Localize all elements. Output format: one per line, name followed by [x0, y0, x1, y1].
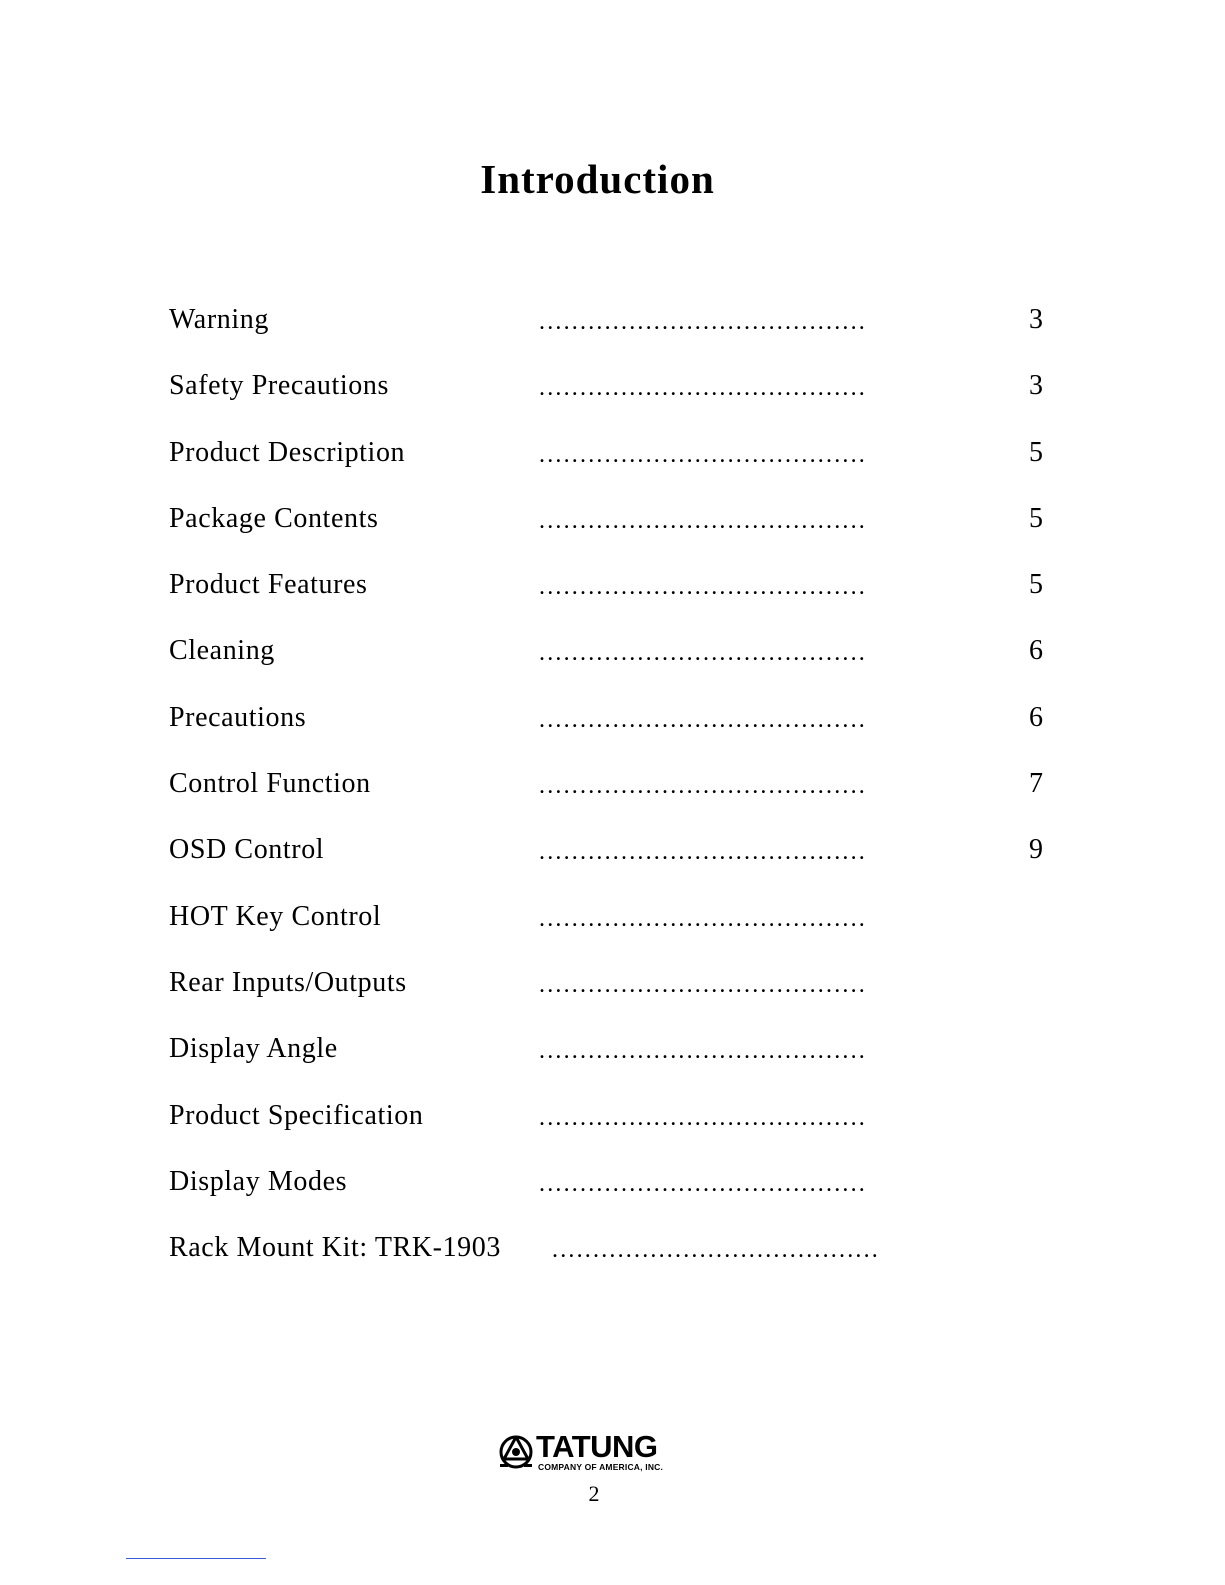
toc-entry[interactable]: [169, 1098, 1069, 1164]
toc-entry-label: Display Modes: [169, 1165, 348, 1197]
toc-entry-label: Rear Inputs/Outputs: [169, 966, 407, 998]
toc-entry[interactable]: [169, 832, 1069, 898]
toc-entry-page: 3: [1029, 370, 1043, 402]
toc-entry-label: Warning: [169, 304, 269, 335]
toc-entry-page: 6: [1029, 635, 1043, 667]
toc-entry-label: OSD Control: [169, 834, 325, 866]
toc-leader-dots: ........................................: [539, 574, 867, 601]
tatung-emblem-icon: [498, 1433, 534, 1469]
toc-leader-dots: ........................................: [539, 1038, 867, 1065]
toc-entry[interactable]: [169, 1230, 1069, 1296]
toc-entry[interactable]: [169, 368, 1069, 434]
toc-leader-dots: ........................................: [539, 905, 867, 932]
toc-entry-page: 5: [1029, 569, 1043, 601]
toc-leader-dots: ........................................: [539, 706, 867, 733]
toc-entry-label: HOT Key Control: [169, 900, 382, 932]
toc-entry[interactable]: [169, 1031, 1069, 1097]
toc-entry-page: 3: [1029, 304, 1043, 335]
toc-leader-dots: ........................................: [539, 1104, 867, 1131]
toc-leader-dots: ........................................: [539, 773, 867, 800]
toc-entry[interactable]: [169, 700, 1069, 766]
toc-entry[interactable]: [169, 965, 1069, 1031]
toc-entry-label: Safety Precautions: [169, 370, 389, 402]
toc-entry-label: Product Specification: [169, 1099, 424, 1131]
toc-leader-dots: ........................................: [539, 441, 867, 468]
table-of-contents: [169, 302, 1069, 1296]
toc-leader-dots: ........................................: [539, 309, 867, 335]
toc-entry-label: Product Features: [169, 569, 368, 601]
logo-subtitle: COMPANY OF AMERICA, INC.: [538, 1462, 664, 1472]
toc-entry[interactable]: [169, 435, 1069, 501]
toc-leader-dots: ........................................: [552, 1237, 880, 1264]
toc-entry-page: 9: [1029, 834, 1043, 866]
toc-entry-label: Rack Mount Kit: TRK-1903: [169, 1232, 501, 1264]
toc-leader-dots: ........................................: [539, 971, 867, 998]
toc-entry-page: 5: [1029, 502, 1043, 534]
toc-leader-dots: ........................................: [539, 640, 867, 667]
page-number: 2: [588, 1481, 600, 1506]
toc-entry-label: Precautions: [169, 701, 307, 733]
toc-entry-label: Package Contents: [169, 502, 379, 534]
page-title: Introduction: [480, 156, 715, 203]
toc-entry[interactable]: [169, 501, 1069, 567]
toc-leader-dots: ........................................: [539, 839, 867, 866]
logo-wordmark: TATUNG: [536, 1429, 658, 1464]
tatung-logo: [498, 1429, 698, 1475]
toc-entry[interactable]: [169, 302, 1069, 368]
toc-entry[interactable]: [169, 633, 1069, 699]
toc-entry-label: Cleaning: [169, 635, 275, 667]
toc-entry-label: Display Angle: [169, 1033, 338, 1065]
footnote-divider: [126, 1558, 266, 1559]
toc-entry-label: Control Function: [169, 768, 371, 800]
toc-leader-dots: ........................................: [539, 1170, 867, 1197]
toc-entry-page: 7: [1029, 768, 1043, 800]
toc-entry[interactable]: [169, 766, 1069, 832]
toc-entry-page: 6: [1029, 701, 1043, 733]
toc-leader-dots: ........................................: [539, 507, 867, 534]
toc-leader-dots: ........................................: [539, 375, 867, 402]
toc-entry[interactable]: [169, 1164, 1069, 1230]
toc-entry-label: Product Description: [169, 436, 406, 468]
toc-entry-page: 5: [1029, 436, 1043, 468]
toc-entry[interactable]: [169, 899, 1069, 965]
toc-entry[interactable]: [169, 567, 1069, 633]
